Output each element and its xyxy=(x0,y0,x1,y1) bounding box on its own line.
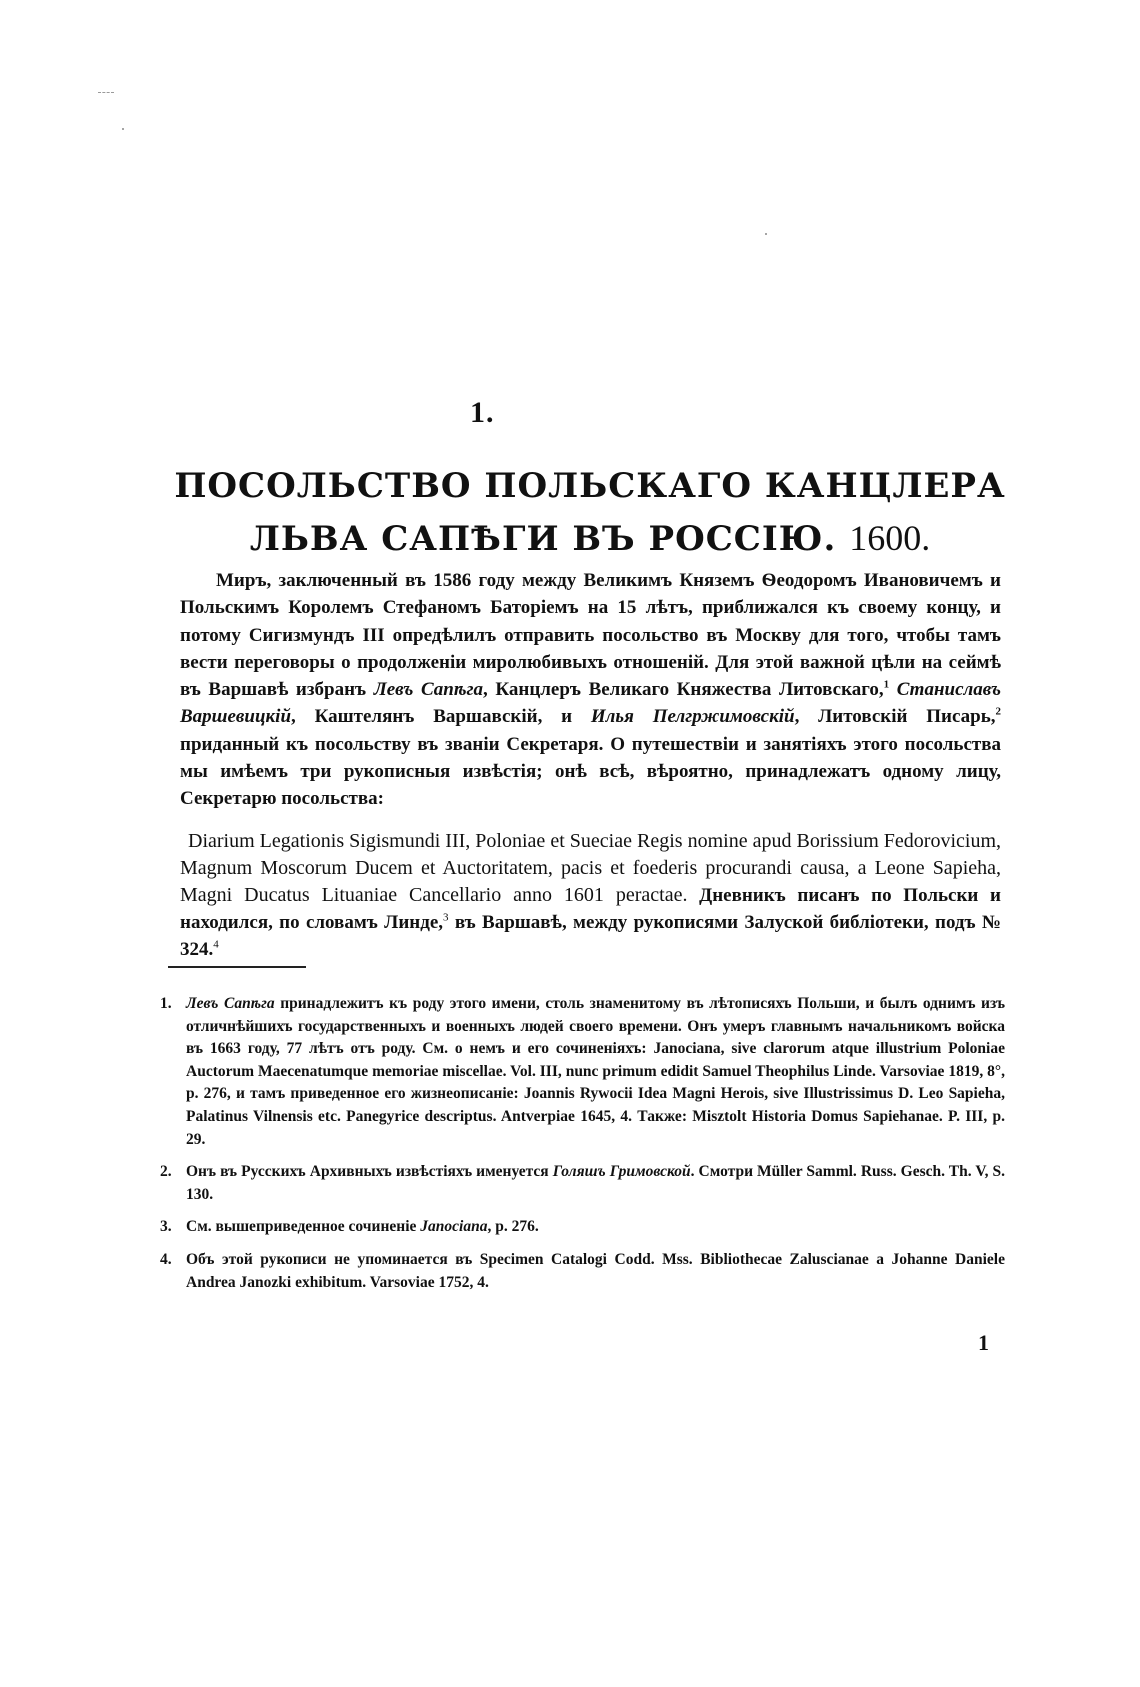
body-text: Дневникъ писанъ по Польски и находился, по словамъ Линде, xyxy=(180,885,1001,933)
footnote-4 xyxy=(160,1249,1005,1294)
footnote-text: . Смотри Müller Samml. Russ. Gesch. Th. V, S. 130. xyxy=(186,1163,1005,1203)
footnote-number: 2. xyxy=(160,1163,172,1181)
footnote-ref: 3 xyxy=(443,911,449,924)
body-text: приданный къ посольству въ званіи Секретаря. О путешествіи и занятіяхъ этого посольства мы имѣемъ три рукописныя извѣстія; онѣ всѣ, вѣроятно, принадлежатъ одному лицу, Секретарю посольства: xyxy=(180,733,1001,810)
body-paragraph-1 xyxy=(180,567,1001,813)
footnote-text: принадлежитъ къ роду этого имени, столь знаменитому въ лѣтописяхъ Польши, и былъ однимъ изъ отличнѣйшихъ государственныхъ и военныхъ людей своего времени. Онъ умеръ главнымъ начальникомъ войска въ 1663 году, 77 лѣтъ отъ роду. См. о немъ и его сочиненіяхъ: Janociana, sive clarorum atque illustrium Poloniae Auctorum Maecenatumque memoriae miscellae. Vol. III, nunc primum edidit Samuel Theophilus Linde. Varsoviae 1819, 8°, p. 276, и тамъ приведенное его жизнеописаніе: Joannis Rywocii Idea Magni Herois, sive Illustrissimus D. Leo Sapieha, Palatinus Vilnensis etc. Panegyrice descriptus. Antverpiae 1645, 4. Также: Misztolt Historia Domus Sapiehanae. P. III, p. 29. xyxy=(186,995,1005,1148)
person-name: Левъ Сапѣга xyxy=(373,679,484,701)
page-number: 1 xyxy=(978,1330,989,1355)
chapter-title xyxy=(150,460,1030,565)
body-text: , Канцлеръ Великаго Княжества Литовскаго, xyxy=(483,679,884,701)
chapter-title-line-2-text: ЛЬВА САПѢГИ ВЪ РОССІЮ. xyxy=(249,519,837,559)
footnote-number: 3. xyxy=(160,1218,172,1236)
body-text: Миръ, заключенный въ 1586 году между Великимъ Княземъ Ѳеодоромъ Ивановичемъ и Польскимъ Королемъ Стефаномъ Баторіемъ на 15 лѣтъ, приближался къ своему концу, и потому Сигизмундъ III опредѣлилъ отправить посольство въ Москву для того, чтобы тамъ вести переговоры о продолженіи миролюбивыхъ отношеній. Для этой важной цѣли на сеймѣ въ Варшавѣ избранъ xyxy=(180,570,1001,701)
scan-artifact-dash xyxy=(98,92,114,93)
person-name: Станиславъ Варшевицкій xyxy=(180,679,1002,728)
footnote-number: 4. xyxy=(160,1250,172,1268)
chapter-title-line-2 xyxy=(150,512,1030,565)
scan-artifact-dot xyxy=(122,128,124,130)
footnote-ref: 4 xyxy=(213,938,219,951)
body-text: , Литовскій Писарь, xyxy=(794,706,996,728)
footnote-text: Онъ въ Русскихъ Архивныхъ извѣстіяхъ именуется xyxy=(186,1163,553,1181)
chapter-title-line-1: ПОСОЛЬСТВО ПОЛЬСКАГО КАНЦЛЕРА xyxy=(174,466,1006,506)
footnote-text: Объ этой рукописи не упоминается въ Specimen Catalogi Codd. Mss. Bibliothecae Zaluscianae a Johanne Daniele Andrea Janozki exhibitum. Varsoviae 1752, 4. xyxy=(186,1250,1005,1291)
footnote-ref: 1 xyxy=(883,678,890,691)
section-number: 1. xyxy=(470,396,495,429)
body-text: , Каштелянъ Варшавскій, и xyxy=(291,706,591,728)
person-name: Левъ Сапѣга xyxy=(186,995,275,1012)
footnote-text: См. вышеприведенное сочиненіе xyxy=(186,1218,421,1236)
person-name: Илья Пелгржимовскій xyxy=(590,706,795,728)
footnote-divider xyxy=(168,966,306,968)
footnote-text: , p. 276. xyxy=(487,1218,539,1236)
person-name: Голяшъ Гримовской xyxy=(552,1163,691,1181)
body-paragraph-2 xyxy=(180,828,1001,963)
footnote-1 xyxy=(160,993,1005,1151)
chapter-title-year: 1600. xyxy=(849,518,931,558)
latin-title: Diarium Legationis Sigismundi III, Poloniae et Sueciae Regis nomine apud Borissium Fedorovicium, Magnum Moscorum Ducem et Auctoritatem, pacis et foederis procurandi causa, a Leone Sapieha, Magni Ducatus Lituaniae Cancellario anno 1601 peractae. xyxy=(180,830,1001,906)
scan-artifact-dot xyxy=(765,233,767,235)
footnote-ref: 2 xyxy=(995,706,1001,719)
work-title: Janociana xyxy=(420,1218,488,1236)
footnotes xyxy=(160,993,1005,1304)
footnote-2 xyxy=(160,1161,1005,1206)
footnote-number: 1. xyxy=(160,995,172,1012)
body-text: въ Варшавѣ, между рукописями Залуской библіотеки, подъ № 324. xyxy=(180,912,1001,960)
footnote-3 xyxy=(160,1216,1005,1239)
